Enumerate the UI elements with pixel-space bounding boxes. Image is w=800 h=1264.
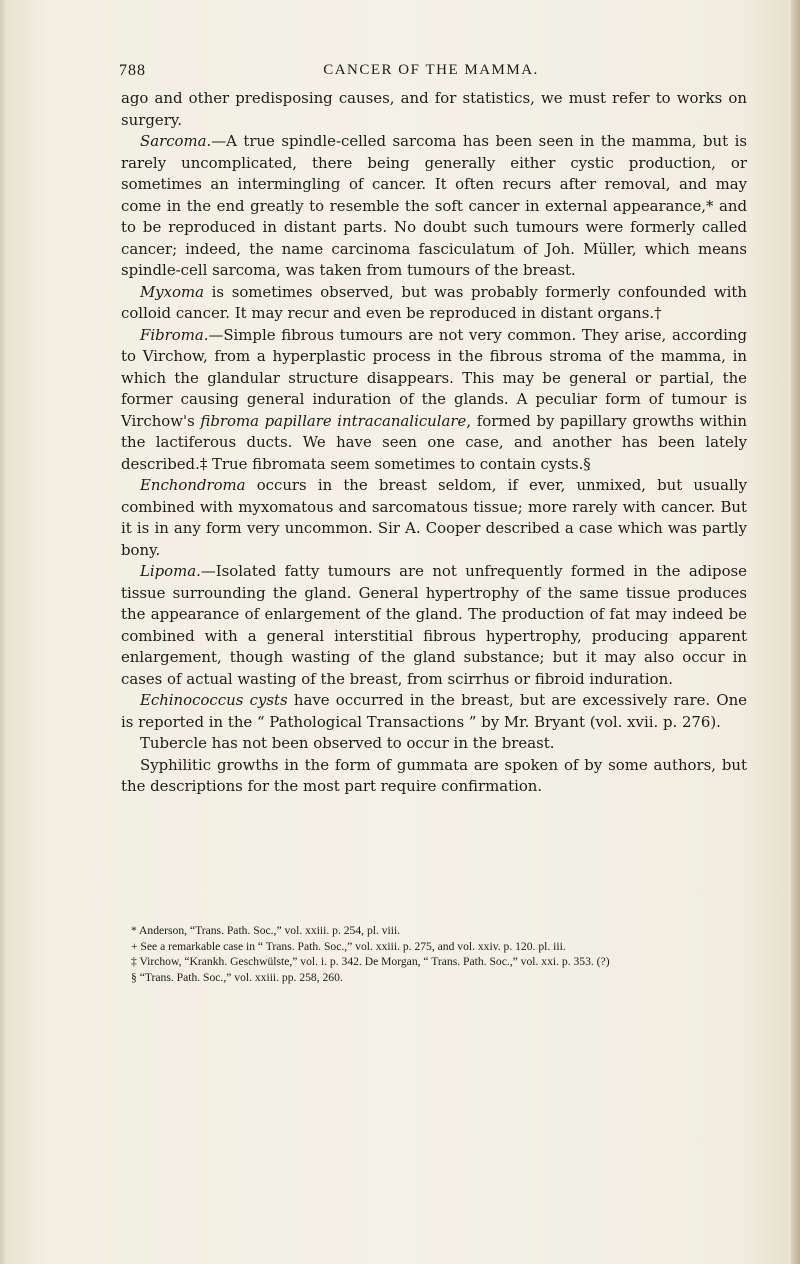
paragraph-syphilitic: Syphilitic growths in the form of gummata are spoken of by some authors, but the descriptions for the most part require confirmation. [121, 755, 747, 795]
paragraph-sarcoma: Sarcoma.—A true spindle-celled sarcoma has been seen in the mamma, but is rarely uncomplicated, there being generally either cystic production, or sometimes an intermingling of cancer. It often recurs after removal, and may come in the end greatly to resemble the soft cancer in external appearance,* and to be reproduced in distant parts. No doubt such tumours were formerly called cancer; indeed, the name carcinoma fasciculatum of Joh. Müller, which means spindle-cell sarcoma, was taken from tumours of the breast. [121, 132, 747, 279]
page-edge-left [0, 0, 6, 1264]
paragraph-enchondroma: Enchondroma occurs in the breast seldom, if ever, unmixed, but usually combined with myxomatous and sarcomatous tissue; more rarely with cancer. But it is in any form very uncommon. Sir A. Cooper described a case which was partly bony. [121, 476, 747, 559]
paragraph-fibroma: Fibroma.—Simple fibrous tumours are not very common. They arise, according to Virchow, from a hyperplastic process in the fibrous stroma of the mamma, in which the glandular structure disappears. This may be general or partial, the former causing general induration of the glands. A peculiar form of tumour is Virchow's fibroma papillare intracanaliculare, formed by papillary growths within the lactiferous ducts. We have seen one case, and another has been lately described.‡ True fibromata seem sometimes to contain cysts.§ [121, 325, 747, 473]
paragraph-echinococcus: Echinococcus cysts have occurred in the breast, but are excessively rare. One is reported in the “ Pathological Transactions ” by Mr. Bryant (vol. xvii. p. 276). [121, 691, 747, 731]
footnote: + See a remarkable case in “ Trans. Path. Soc.,” vol. xxiii. p. 275, and vol. xxiv. p. 120. pl. iii. [131, 939, 566, 953]
paragraph-continuation: ago and other predisposing causes, and for statistics, we must refer to works on surgery. [121, 89, 747, 129]
page-header [119, 62, 743, 84]
heading-enchondroma: Enchondroma [140, 476, 246, 494]
heading-lipoma: Lipoma. [140, 562, 201, 580]
running-title: CANCER OF THE MAMMA. [323, 62, 539, 78]
page-number: 788 [119, 62, 146, 79]
footnotes [121, 923, 747, 985]
heading-fibroma: Fibroma. [140, 325, 209, 344]
paragraph-tubercle: Tubercle has not been observed to occur in the breast. [140, 734, 555, 752]
footnote: § “Trans. Path. Soc.,” vol. xxiii. pp. 258, 260. [131, 970, 343, 984]
heading-sarcoma: Sarcoma. [140, 132, 212, 150]
page-edge-right [791, 0, 800, 1264]
heading-echinococcus: Echinococcus cysts [140, 691, 288, 709]
heading-myxoma: Myxoma [140, 282, 205, 301]
footnote: * Anderson, “Trans. Path. Soc.,” vol. xxiii. p. 254, pl. viii. [131, 924, 401, 937]
paragraph-myxoma: Myxoma is sometimes observed, but was probably formerly confounded with colloid cancer. It may recur and even be reproduced in distant organs.† [121, 282, 747, 322]
body-text [121, 88, 747, 798]
paragraph-lipoma: Lipoma.—Isolated fatty tumours are not unfrequently formed in the adipose tissue surrounding the gland. General hypertrophy of the same tissue produces the appearance of enlargement of the gland. The production of fat may indeed be combined with a general interstitial fibrous hypertrophy, producing apparent enlargement, though wasting of the gland substance; but it may also occur in cases of actual wasting of the breast, from scirrhus or fibroid induration. [121, 562, 747, 688]
footnote: ‡ Virchow, “Krankh. Geschwülste,” vol. i. p. 342. De Morgan, “ Trans. Path. Soc.,” vol. xxi. p. 353. (?) [131, 955, 610, 968]
